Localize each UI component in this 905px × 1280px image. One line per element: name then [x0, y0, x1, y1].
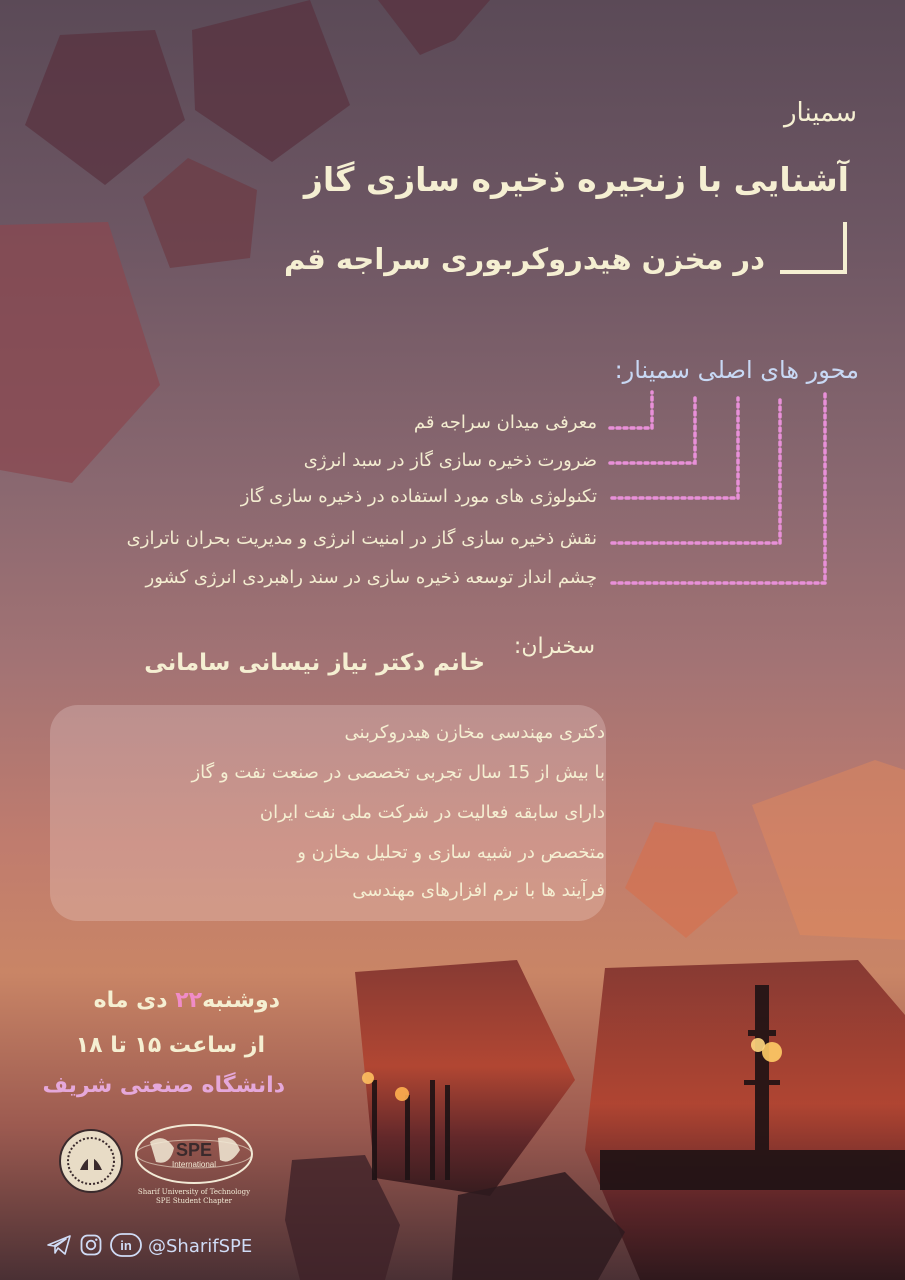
seminar-title-line2: در مخزن هیدروکربوری سراجه قم: [284, 242, 765, 276]
topic-item-2: ضرورت ذخیره سازی گاز در سبد انرژی: [303, 450, 597, 471]
title-bracket-icon: [780, 222, 845, 272]
event-day: دوشنبه: [202, 988, 280, 1013]
chapter-caption-line2: SPE Student Chapter: [156, 1197, 232, 1205]
speaker-bio-line-2: با بیش از 15 سال تجربی تخصصی در صنعت نفت و گاز: [191, 762, 605, 783]
pentagon-shape: [355, 960, 575, 1196]
spe-international-logo-icon: [130, 1122, 258, 1186]
chapter-caption-line1: Sharif University of Technology: [137, 1188, 251, 1196]
topic-item-1: معرفی میدان سراجه قم: [413, 412, 597, 433]
pentagon-shape: [752, 760, 905, 940]
topic-item-3: تکنولوژی های مورد استفاده در ذخیره سازی گاز: [240, 486, 597, 507]
event-date-number: ۲۲: [175, 988, 203, 1013]
social-handle[interactable]: @SharifSPE: [148, 1236, 253, 1257]
pentagon-shape: [585, 960, 905, 1280]
speaker-label: سخنران:: [513, 634, 595, 659]
topics-heading: محور های اصلی سمینار:: [614, 356, 859, 384]
pentagon-shape: [625, 822, 738, 938]
spe-logo-text: SPE: [175, 1140, 213, 1160]
svg-text:in: in: [120, 1238, 132, 1253]
event-venue: دانشگاه صنعتی شریف: [42, 1073, 285, 1098]
pentagon-shape: [0, 222, 160, 483]
sharif-university-seal-icon: [58, 1128, 124, 1194]
topic-item-5: چشم انداز توسعه ذخیره سازی در سند راهبردی انرژی کشور: [145, 567, 597, 588]
linkedin-icon[interactable]: [110, 1233, 142, 1257]
seminar-title-line1: آشنایی با زنجیره ذخیره سازی گاز: [303, 160, 849, 199]
seminar-label: سمینار: [784, 98, 857, 128]
speaker-bio-line-1: دکتری مهندسی مخازن هیدروکربنی: [344, 722, 605, 743]
chapter-caption: [126, 1188, 262, 1206]
speaker-bio-line-4: متخصص در شبیه سازی و تحلیل مخازن و: [297, 842, 605, 863]
pentagon-shape: [192, 0, 350, 162]
speaker-bio-line-5: فرآیند ها با نرم افزارهای مهندسی: [352, 880, 605, 901]
telegram-icon[interactable]: [46, 1234, 72, 1256]
event-time: از ساعت ۱۵ تا ۱۸: [75, 1033, 265, 1058]
topic-item-4: نقش ذخیره سازی گاز در امنیت انرژی و مدیریت بحران ناترازی: [126, 528, 597, 549]
instagram-icon[interactable]: [80, 1234, 102, 1256]
event-date: [94, 988, 280, 1013]
spe-logo-subtext: International: [171, 1160, 217, 1169]
speaker-bio-line-3: دارای سابقه فعالیت در شرکت ملی نفت ایران: [259, 802, 605, 823]
pentagon-shape: [378, 0, 490, 55]
pentagon-shape: [25, 30, 185, 185]
speaker-name: خانم دکتر نیاز نیسانی سامانی: [144, 650, 485, 676]
event-month: دی ماه: [93, 988, 168, 1013]
pentagon-shape: [143, 158, 257, 268]
topic-connectors: [610, 392, 825, 583]
